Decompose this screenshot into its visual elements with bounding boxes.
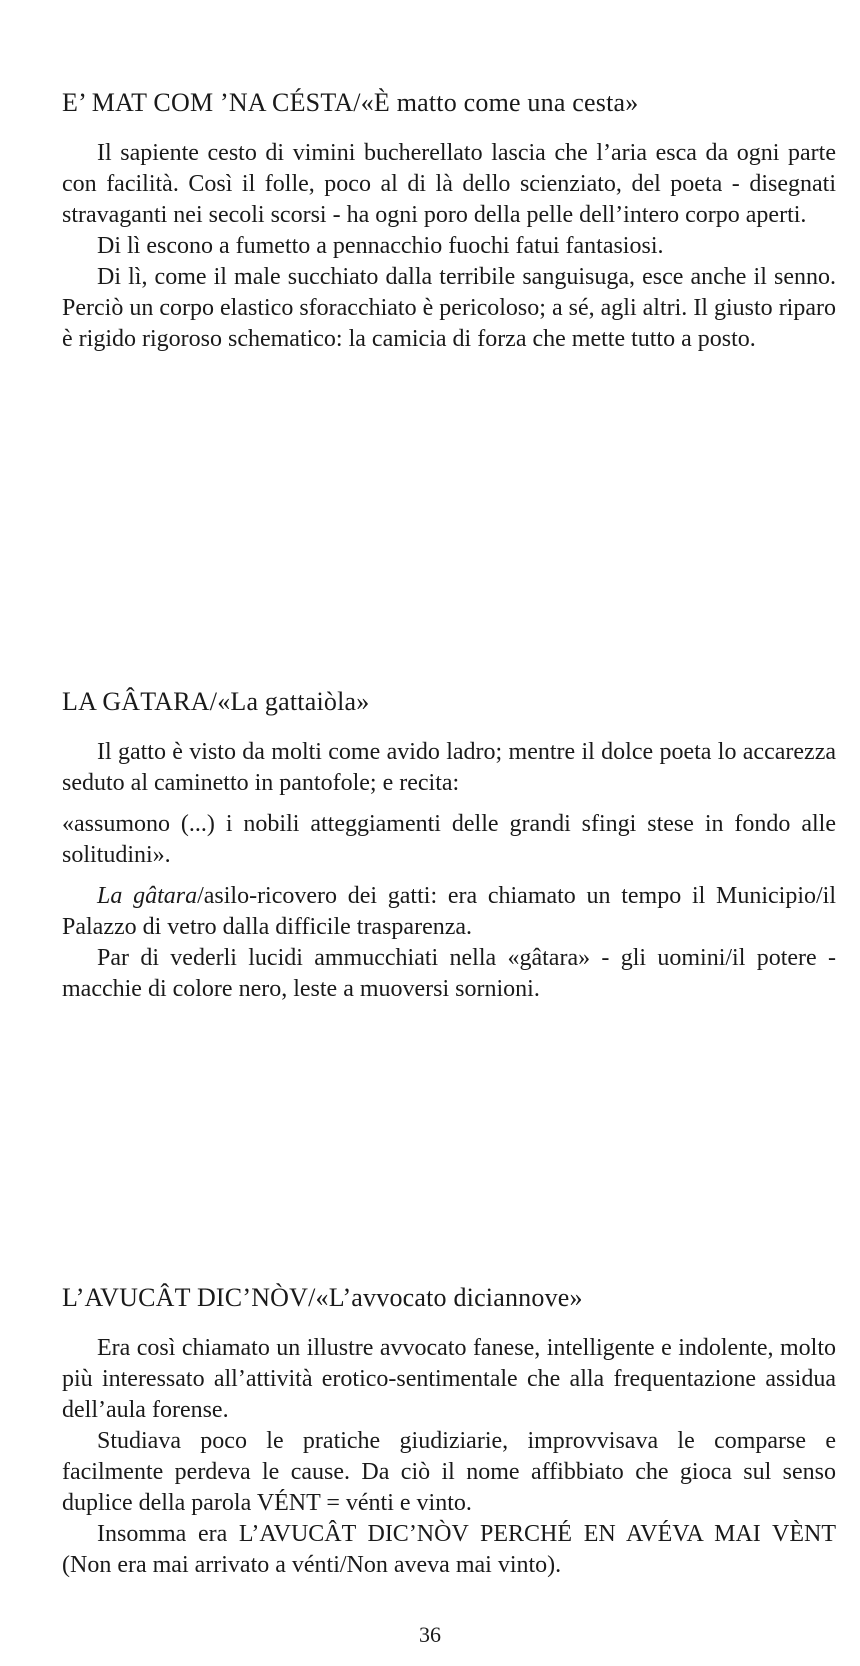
entry-paragraph: Di lì, come il male succhiato dalla terribile sanguisuga, esce anche il senno. Perciò un corpo elastico sforacchiato è pericoloso; a sé, agli altri. Il giusto riparo è rigido rigoroso schematico: la camicia di forza che mette tutto a posto.	[62, 264, 836, 352]
entry-paragraph: Par di vederli lucidi ammucchiati nella «gâtara» - gli uomini/il potere - macchie di colore nero, leste a muoversi sornioni.	[62, 945, 836, 1002]
entry-quote: «assumono (...) i nobili atteggiamenti delle grandi sfingi stese in fondo alle solitudini».	[62, 811, 836, 868]
entry-paragraph: Di lì escono a fumetto a pennacchio fuochi fatui fantasiosi.	[97, 233, 664, 259]
entry-term: La gâtara	[97, 883, 198, 909]
entry-avucat-dicnov	[62, 1283, 836, 1581]
entry-paragraph: Il gatto è visto da molti come avido ladro; mentre il dolce poeta lo accarezza seduto al caminetto in pantofole; e recita:	[62, 739, 836, 796]
entry-la-gatara	[62, 687, 836, 1005]
entry-paragraph: Il sapiente cesto di vimini bucherellato lascia che l’aria esca da ogni parte con facilità. Così il folle, poco al di là dello scienziato, del poeta - disegnati stravaganti nei secoli scorsi - ha ogni poro della pelle dell’intero corpo aperti.	[62, 140, 836, 228]
entry-paragraph	[62, 881, 836, 943]
entry-paragraph: Era così chiamato un illustre avvocato fanese, intelligente e indolente, molto più interessato all’attività erotico-sentimentale che alla frequentazione assidua dell’aula forense.	[62, 1335, 836, 1423]
entry-heading: LA GÂTARA/«La gattaiòla»	[62, 687, 370, 716]
entry-heading: E’ MAT COM ’NA CÉSTA/«È matto come una cesta»	[62, 88, 639, 117]
entry-paragraph: Insomma era L’AVUCÂT DIC’NÒV PERCHÉ EN AVÉVA MAI VÈNT (Non era mai arrivato a vénti/Non aveva mai vinto).	[62, 1521, 836, 1578]
entry-paragraph-text: /asilo-ricovero dei gatti: era chiamato un tempo il Municipio/il Palazzo di vetro dalla difficile trasparenza.	[62, 883, 836, 940]
entry-paragraph: Studiava poco le pratiche giudiziarie, improvvisava le comparse e facilmente perdeva le cause. Da ciò il nome affibbiato che gioca sul senso duplice della parola VÉNT = vénti e vinto.	[62, 1428, 836, 1516]
entry-mat-com-na-cesta	[62, 88, 836, 355]
entry-heading: L’AVUCÂT DIC’NÒV/«L’avvocato diciannove»	[62, 1283, 583, 1312]
page-number: 36	[419, 1622, 441, 1647]
